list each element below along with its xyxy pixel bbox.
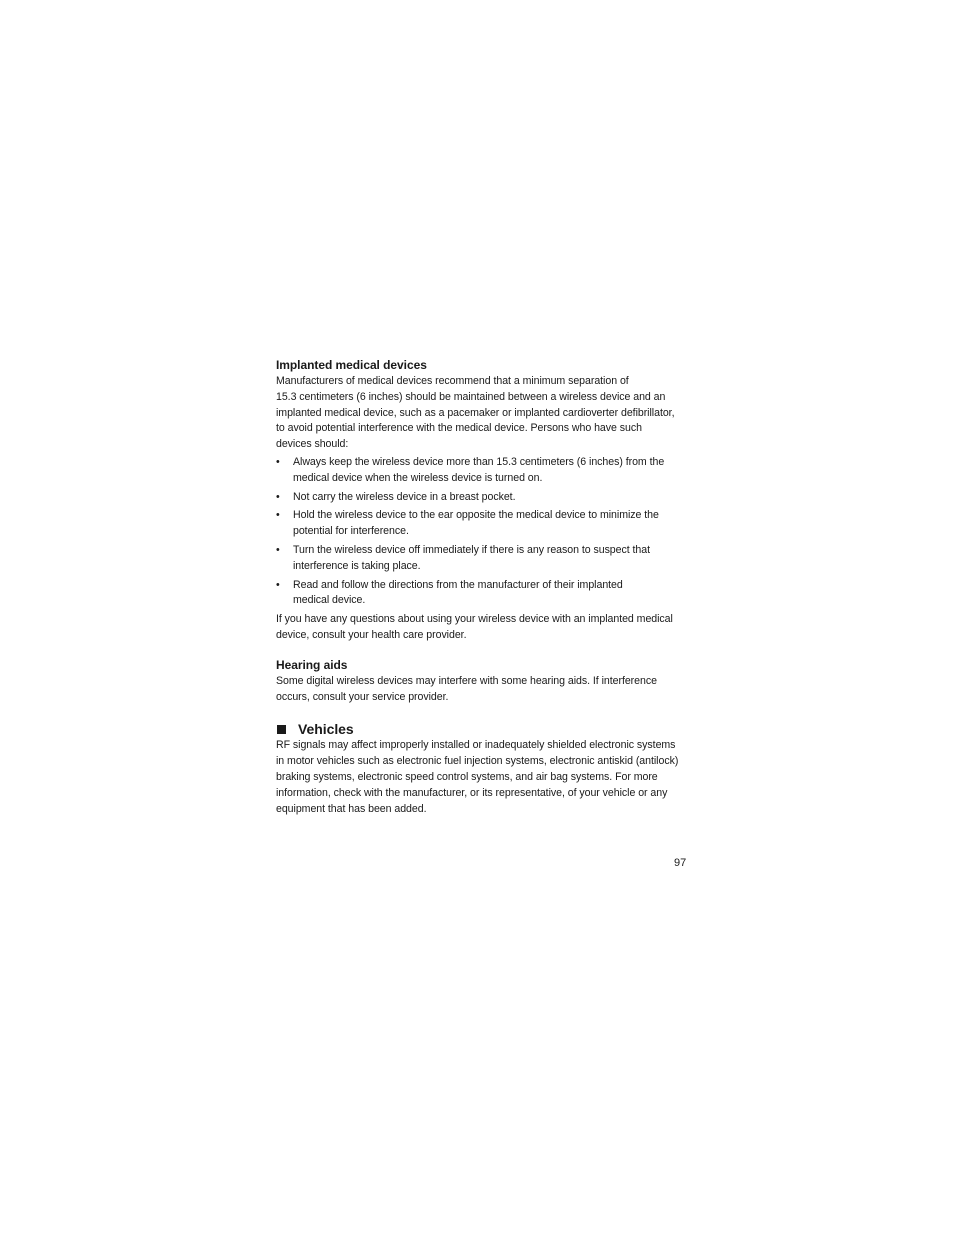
text-line: braking systems, electronic speed control systems, and air bag systems. For more <box>276 770 658 783</box>
hearing-aids-paragraph <box>276 674 690 706</box>
text-line: occurs, consult your service provider. <box>276 690 449 703</box>
text-line: medical device. <box>293 594 366 607</box>
implanted-bullet-list <box>276 455 690 609</box>
page-content <box>276 357 690 817</box>
text-line: Read and follow the directions from the manufacturer of their implanted <box>293 578 623 591</box>
text-line: Manufacturers of medical devices recommend that a minimum separation of <box>276 375 629 387</box>
text-line: equipment that has been added. <box>276 802 427 815</box>
text-line: information, check with the manufacturer, or its representative, of your vehicle or any <box>276 786 668 799</box>
list-item <box>276 490 690 506</box>
text-line: If you have any questions about using your wireless device with an implanted medical <box>276 613 673 626</box>
implanted-intro-paragraph <box>276 374 690 453</box>
bullet-icon: • <box>276 490 280 503</box>
text-line: Not carry the wireless device in a breast pocket. <box>293 490 516 503</box>
list-item <box>276 578 690 610</box>
bullet-icon: • <box>276 543 280 556</box>
text-line: potential for interference. <box>293 525 409 538</box>
vehicles-heading <box>276 720 690 738</box>
list-item <box>276 508 690 540</box>
implanted-outro-paragraph <box>276 612 690 644</box>
vehicles-paragraph <box>276 738 690 817</box>
text-line: to avoid potential interference with the medical device. Persons who have such <box>276 422 642 435</box>
list-item <box>276 543 690 575</box>
text-line: 15.3 centimeters (6 inches) should be maintained between a wireless device and an <box>276 390 666 403</box>
text-line: device, consult your health care provider. <box>276 628 467 641</box>
implanted-heading: Implanted medical devices <box>276 358 427 372</box>
vehicles-heading-text: Vehicles <box>298 721 354 738</box>
text-line: Turn the wireless device off immediately if there is any reason to suspect that <box>293 543 650 556</box>
bullet-icon: • <box>276 578 280 591</box>
page-number: 97 <box>674 857 687 869</box>
text-line: devices should: <box>276 438 349 451</box>
bullet-icon: • <box>276 509 280 522</box>
hearing-aids-heading: Hearing aids <box>276 657 348 672</box>
text-line: interference is taking place. <box>293 559 421 572</box>
list-item <box>276 455 690 487</box>
text-line: Some digital wireless devices may interfere with some hearing aids. If interference <box>276 674 657 687</box>
square-bullet-icon <box>277 725 286 734</box>
text-line: RF signals may affect improperly installed or inadequately shielded electronic systems <box>276 739 676 752</box>
spacer <box>276 644 690 657</box>
bullet-icon: • <box>276 455 280 468</box>
text-line: in motor vehicles such as electronic fuel injection systems, electronic antiskid (antilock) <box>276 755 679 768</box>
text-line: Always keep the wireless device more than 15.3 centimeters (6 inches) from the <box>293 455 665 468</box>
spacer <box>276 705 690 720</box>
text-line: medical device when the wireless device is turned on. <box>293 471 543 484</box>
text-line: implanted medical device, such as a pacemaker or implanted cardioverter defibrillator, <box>276 406 675 419</box>
text-line: Hold the wireless device to the ear opposite the medical device to minimize the <box>293 509 659 522</box>
